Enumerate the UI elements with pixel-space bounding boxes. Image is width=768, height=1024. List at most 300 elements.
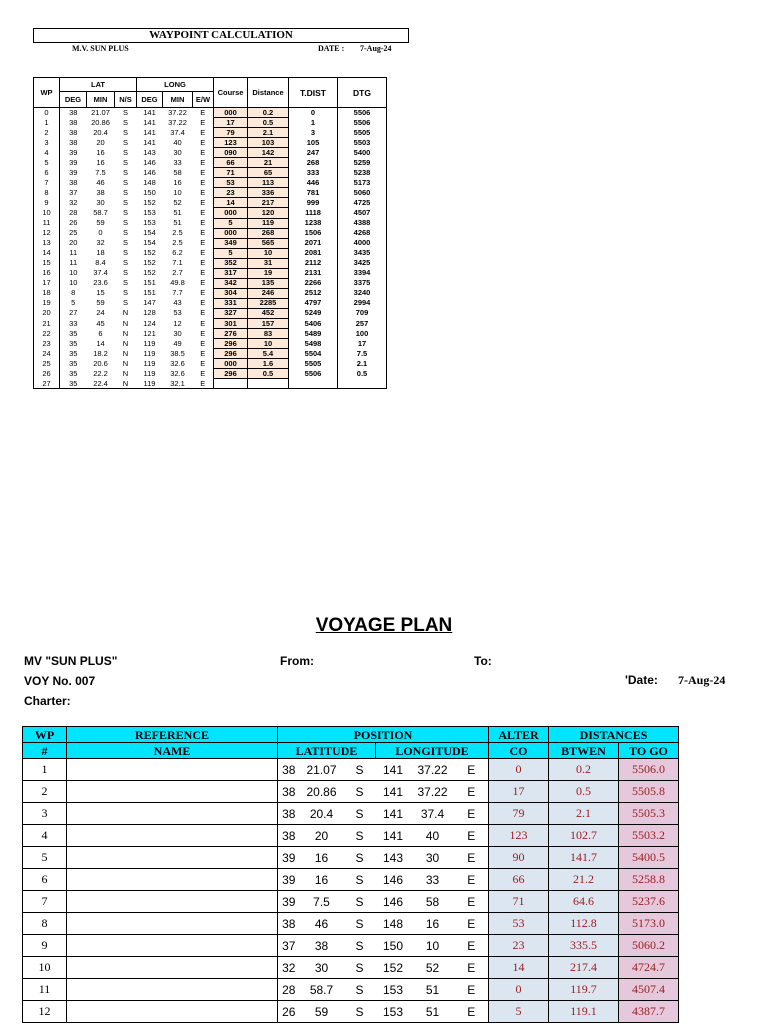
cell-lat-deg: 35: [60, 369, 87, 379]
cell-long-deg: 143: [376, 847, 411, 869]
cell-distance-to-go: 5505.3: [619, 803, 679, 825]
cell-wp: 7: [23, 891, 67, 913]
cell-tdist: [289, 379, 338, 389]
cell-course: 66: [214, 158, 248, 168]
cell-lat-min: 20.86: [300, 781, 344, 803]
cell-distance: 119: [248, 218, 289, 228]
cell-long-deg: 146: [143, 167, 156, 177]
header-hash: #: [23, 743, 67, 759]
voyage-plan-table: [22, 726, 679, 1023]
cell-tdist: 2131: [289, 268, 338, 278]
cell-lat-min: 23.6: [93, 278, 108, 288]
cell-lat-deg: 38: [278, 913, 300, 935]
cell-wp: 1: [34, 118, 60, 128]
cell-lat-min: 20.6: [93, 358, 108, 368]
cell-ew: E: [193, 379, 214, 389]
cell-dtg: 4000: [338, 238, 387, 248]
cell-wp: 6: [23, 869, 67, 891]
cell-lat-min: 32: [96, 238, 105, 248]
table-row: [23, 979, 679, 1001]
cell-wp: 11: [34, 218, 60, 228]
cell-ns: S: [344, 891, 376, 913]
cell-ns: S: [122, 258, 128, 268]
cell-course: 317: [214, 268, 248, 278]
table-row: [34, 369, 387, 379]
date-value: 7-Aug-24: [360, 44, 392, 53]
cell-lat-deg: 8: [60, 288, 87, 298]
cell-lat-min: 38: [300, 935, 344, 957]
cell-ns: S: [344, 935, 376, 957]
cell-long-min: 32.1: [163, 379, 193, 389]
cell-ns: S: [344, 1001, 376, 1023]
cell-dtg: 7.5: [338, 349, 387, 359]
cell-distance: 565: [248, 238, 289, 248]
cell-dtg: 3375: [338, 278, 387, 288]
cell-lat-deg: 35: [60, 349, 87, 359]
cell-dtg: 5505: [338, 128, 387, 138]
cell-dtg: 4725: [338, 198, 387, 208]
cell-distance-between: 21.2: [549, 869, 619, 891]
cell-ns: S: [122, 107, 128, 117]
cell-tdist: 0: [289, 108, 338, 118]
cell-long-deg: 146: [376, 891, 411, 913]
table-row: [34, 288, 387, 298]
table-row: [34, 128, 387, 138]
cell-course: 342: [214, 278, 248, 288]
cell-long-min: 10: [173, 187, 182, 197]
cell-long-min: 37.4: [170, 127, 185, 137]
cell-distance: 336: [248, 188, 289, 198]
table-row: [34, 308, 387, 318]
cell-ew: E: [193, 108, 214, 118]
cell-name: [67, 913, 278, 935]
cell-wp: 14: [34, 248, 60, 258]
cell-distance-to-go: 5503.2: [619, 825, 679, 847]
cell-lat-deg: 39: [60, 148, 87, 158]
cell-distance-between: 102.7: [549, 825, 619, 847]
table-row: [34, 108, 387, 118]
cell-wp: 21: [34, 318, 60, 328]
header-lat: LAT: [60, 78, 137, 92]
cell-long-min: 2.5: [172, 228, 183, 238]
cell-lat-min: 20: [96, 137, 105, 147]
cell-distance-between: 217.4: [549, 957, 619, 979]
cell-tdist: 5406: [289, 318, 338, 328]
table-row: [34, 268, 387, 278]
cell-long-deg: 119: [143, 368, 156, 378]
cell-ew: E: [193, 339, 214, 349]
cell-ns: N: [122, 328, 129, 338]
table-row: [23, 869, 679, 891]
cell-long-min: 30: [173, 147, 182, 157]
cell-dtg: 709: [338, 308, 387, 318]
cell-tdist: 2081: [289, 248, 338, 258]
cell-ns: S: [344, 913, 376, 935]
cell-lat-deg: 10: [60, 268, 87, 278]
header-position: POSITION: [278, 727, 489, 743]
cell-course: [214, 379, 248, 389]
vessel-name: M.V. SUN PLUS: [72, 44, 129, 53]
table-row: [34, 208, 387, 218]
cell-long-min: 37.22: [168, 117, 187, 127]
cell-long-deg: 148: [143, 177, 156, 187]
cell-distance-between: 335.5: [549, 935, 619, 957]
cell-dtg: 5503: [338, 138, 387, 148]
cell-lat-min: 7.5: [300, 891, 344, 913]
cell-long-deg: 141: [376, 759, 411, 781]
cell-ew: E: [455, 1001, 489, 1023]
cell-distance: 120: [248, 208, 289, 218]
cell-long-deg: 141: [143, 117, 156, 127]
waypoint-calc-title: WAYPOINT CALCULATION: [33, 28, 409, 43]
cell-lat-min: 59: [300, 1001, 344, 1023]
cell-tdist: 2266: [289, 278, 338, 288]
table-row: [34, 178, 387, 188]
cell-wp: 10: [23, 957, 67, 979]
cell-dtg: 5060: [338, 188, 387, 198]
header-btwen: BTWEN: [549, 743, 619, 759]
cell-distance: 21: [248, 158, 289, 168]
cell-lat-min: 59: [96, 298, 105, 308]
cell-name: [67, 825, 278, 847]
cell-ew: E: [455, 759, 489, 781]
table-row: [34, 329, 387, 339]
cell-lat-min: 37.4: [93, 268, 108, 278]
cell-tdist: 1238: [289, 218, 338, 228]
cell-tdist: 446: [289, 178, 338, 188]
cell-long-min: 37.22: [168, 107, 187, 117]
cell-long-min: 16: [411, 913, 455, 935]
cell-dtg: 5400: [338, 148, 387, 158]
cell-name: [67, 1001, 278, 1023]
cell-lat-deg: 33: [60, 318, 87, 328]
table-row: [23, 913, 679, 935]
cell-lat-min: 21.07: [91, 107, 110, 117]
cell-dtg: 5173: [338, 178, 387, 188]
cell-long-min: 58: [173, 167, 182, 177]
cell-wp: 9: [23, 935, 67, 957]
cell-distance-between: 141.7: [549, 847, 619, 869]
cell-lat-deg: 25: [60, 228, 87, 238]
plan-date-value: 7-Aug-24: [678, 673, 726, 687]
cell-tdist: 268: [289, 158, 338, 168]
cell-ew: E: [455, 869, 489, 891]
cell-long-min: 16: [173, 177, 182, 187]
cell-long-deg: 153: [376, 1001, 411, 1023]
cell-dtg: 4507: [338, 208, 387, 218]
cell-dtg: 4388: [338, 218, 387, 228]
cell-long-min: 43: [173, 298, 182, 308]
cell-distance-to-go: 5506.0: [619, 759, 679, 781]
cell-wp: 5: [23, 847, 67, 869]
cell-distance-to-go: 5060.2: [619, 935, 679, 957]
cell-course: 14: [214, 198, 248, 208]
cell-lat-deg: 38: [278, 825, 300, 847]
cell-distance-between: 119.1: [549, 1001, 619, 1023]
cell-lat-min: 16: [300, 847, 344, 869]
cell-long-min: 30: [411, 847, 455, 869]
cell-distance: 452: [248, 308, 289, 318]
cell-lat-deg: 11: [60, 258, 87, 268]
cell-lat-min: 20.4: [93, 127, 108, 137]
cell-ns: S: [344, 825, 376, 847]
cell-lat-min: 38: [96, 187, 105, 197]
cell-ns: S: [122, 117, 128, 127]
header-ns: N/S: [115, 92, 137, 108]
cell-wp: 7: [34, 178, 60, 188]
cell-ew: E: [455, 891, 489, 913]
cell-wp: 8: [23, 913, 67, 935]
cell-dtg: 4268: [338, 228, 387, 238]
cell-dtg: [338, 379, 387, 389]
cell-course: 53: [214, 178, 248, 188]
cell-lat-deg: 39: [278, 891, 300, 913]
cell-name: [67, 891, 278, 913]
cell-course: 304: [214, 288, 248, 298]
cell-distance: 268: [248, 228, 289, 238]
cell-ew: E: [193, 268, 214, 278]
table-row: [34, 158, 387, 168]
cell-ew: E: [193, 198, 214, 208]
cell-ew: E: [193, 238, 214, 248]
cell-lat-min: 20.4: [300, 803, 344, 825]
cell-course: 71: [214, 168, 248, 178]
cell-wp: 22: [34, 329, 60, 339]
cell-ew: E: [455, 957, 489, 979]
cell-distance: 0.5: [248, 118, 289, 128]
cell-tdist: 2071: [289, 238, 338, 248]
cell-wp: 25: [34, 359, 60, 369]
cell-tdist: 5505: [289, 359, 338, 369]
cell-ns: S: [122, 207, 128, 217]
table-row: [34, 258, 387, 268]
cell-ew: E: [455, 803, 489, 825]
cell-wp: 12: [34, 228, 60, 238]
cell-lat-deg: 38: [278, 803, 300, 825]
cell-long-min: 37.22: [411, 759, 455, 781]
cell-ns: N: [115, 379, 137, 389]
cell-distance: 10: [248, 339, 289, 349]
cell-course: 17: [489, 781, 549, 803]
cell-lat-min: 30: [300, 957, 344, 979]
date-label: DATE :: [318, 44, 345, 53]
header-long-min: MIN: [163, 92, 193, 108]
cell-distance: 2.1: [248, 128, 289, 138]
cell-dtg: 3394: [338, 268, 387, 278]
table-row: [23, 1001, 679, 1023]
cell-long-deg: 152: [143, 268, 156, 278]
cell-long-deg: 128: [143, 308, 156, 318]
cell-long-deg: 154: [143, 238, 156, 248]
cell-distance-between: 0.2: [549, 759, 619, 781]
cell-lat-min: 30: [96, 197, 105, 207]
cell-lat-min: 22.4: [87, 379, 115, 389]
cell-wp: 3: [23, 803, 67, 825]
cell-ew: E: [193, 188, 214, 198]
cell-lat-deg: 39: [278, 869, 300, 891]
cell-tdist: 5249: [289, 308, 338, 318]
cell-ns: S: [122, 268, 128, 278]
cell-ew: E: [193, 369, 214, 379]
cell-wp: 10: [34, 208, 60, 218]
cell-long-min: 58: [411, 891, 455, 913]
cell-dtg: 2.1: [338, 359, 387, 369]
cell-ew: E: [193, 329, 214, 339]
cell-course: 5: [214, 218, 248, 228]
cell-course: 17: [214, 118, 248, 128]
cell-lat-deg: 37: [60, 188, 87, 198]
cell-ew: E: [193, 359, 214, 369]
header-name: NAME: [67, 743, 278, 759]
cell-distance: 2285: [248, 298, 289, 308]
header-dtg: DTG: [338, 78, 387, 108]
cell-distance: 142: [248, 148, 289, 158]
cell-lat-deg: 35: [60, 359, 87, 369]
cell-long-deg: 141: [376, 803, 411, 825]
table-row: [23, 847, 679, 869]
header-latitude: LATITUDE: [278, 743, 376, 759]
cell-wp: 5: [34, 158, 60, 168]
header-long-deg: DEG: [137, 92, 163, 108]
table-row: [23, 957, 679, 979]
cell-long-min: 52: [173, 197, 182, 207]
cell-distance-between: 64.6: [549, 891, 619, 913]
table-row: [34, 218, 387, 228]
cell-wp: 4: [34, 148, 60, 158]
cell-lat-min: 8.4: [95, 258, 106, 268]
cell-long-deg: 143: [143, 147, 156, 157]
cell-ns: S: [122, 147, 128, 157]
table-row: [34, 168, 387, 178]
table-row: [34, 238, 387, 248]
cell-name: [67, 847, 278, 869]
cell-course: 090: [214, 148, 248, 158]
cell-ns: S: [344, 759, 376, 781]
table-row: [34, 379, 387, 389]
cell-dtg: 3435: [338, 248, 387, 258]
cell-long-min: 33: [411, 869, 455, 891]
cell-lat-min: 15: [96, 288, 105, 298]
cell-course: 331: [214, 298, 248, 308]
cell-ns: N: [122, 338, 129, 348]
cell-tdist: 105: [289, 138, 338, 148]
cell-long-deg: 121: [143, 328, 156, 338]
cell-ns: N: [122, 318, 129, 328]
voyage-number: VOY No. 007: [24, 674, 96, 688]
cell-lat-deg: 32: [60, 198, 87, 208]
cell-dtg: 3425: [338, 258, 387, 268]
cell-ns: S: [344, 979, 376, 1001]
cell-ns: S: [122, 127, 128, 137]
cell-distance: 103: [248, 138, 289, 148]
cell-lat-deg: 38: [278, 781, 300, 803]
cell-ew: E: [193, 248, 214, 258]
cell-long-min: 7.1: [172, 258, 183, 268]
cell-distance-to-go: 5237.6: [619, 891, 679, 913]
header-distance: Distance: [248, 78, 289, 108]
cell-lat-deg: 35: [60, 329, 87, 339]
voyage-plan-title: VOYAGE PLAN: [315, 615, 453, 636]
cell-tdist: 2112: [289, 258, 338, 268]
cell-distance-between: 112.8: [549, 913, 619, 935]
cell-course: 66: [489, 869, 549, 891]
cell-ns: S: [122, 187, 128, 197]
cell-wp: 12: [23, 1001, 67, 1023]
cell-course: 79: [489, 803, 549, 825]
cell-distance: 157: [248, 318, 289, 328]
cell-long-deg: 141: [143, 137, 156, 147]
cell-wp: 2: [23, 781, 67, 803]
cell-long-min: 51: [411, 1001, 455, 1023]
cell-lat-min: 20.86: [91, 117, 110, 127]
table-row: [34, 318, 387, 328]
table-row: [34, 359, 387, 369]
cell-lat-deg: 38: [278, 759, 300, 781]
cell-long-deg: 152: [143, 197, 156, 207]
cell-wp: 17: [34, 278, 60, 288]
cell-lat-min: 58.7: [300, 979, 344, 1001]
cell-course: 90: [489, 847, 549, 869]
cell-distance: 246: [248, 288, 289, 298]
cell-lat-min: 21.07: [300, 759, 344, 781]
cell-long-min: 40: [411, 825, 455, 847]
cell-long-deg: 146: [143, 157, 156, 167]
cell-course: 14: [489, 957, 549, 979]
header-reference: REFERENCE: [67, 727, 278, 743]
cell-tdist: 5504: [289, 349, 338, 359]
table-row: [23, 935, 679, 957]
cell-ew: E: [193, 278, 214, 288]
cell-lat-deg: 35: [60, 339, 87, 349]
cell-wp: 0: [34, 108, 60, 118]
header-longitude: LONGITUDE: [376, 743, 489, 759]
cell-ew: E: [193, 118, 214, 128]
cell-dtg: 0.5: [338, 369, 387, 379]
table-row: [23, 781, 679, 803]
cell-long-min: 32.6: [170, 358, 185, 368]
cell-ew: E: [455, 825, 489, 847]
cell-distance: 19: [248, 268, 289, 278]
cell-course: 000: [214, 228, 248, 238]
cell-distance-to-go: 5173.0: [619, 913, 679, 935]
cell-lat-deg: 38: [60, 178, 87, 188]
cell-lat-deg: 35: [60, 379, 87, 389]
cell-lat-deg: 28: [60, 208, 87, 218]
cell-lat-min: 46: [96, 177, 105, 187]
cell-ns: S: [122, 228, 128, 238]
cell-ew: E: [455, 979, 489, 1001]
cell-course: 349: [214, 238, 248, 248]
cell-wp: 20: [34, 308, 60, 318]
table-row: [34, 349, 387, 359]
cell-ew: E: [193, 148, 214, 158]
cell-tdist: 1506: [289, 228, 338, 238]
cell-ns: S: [344, 847, 376, 869]
cell-long-min: 32.6: [170, 368, 185, 378]
cell-lat-min: 16: [300, 869, 344, 891]
cell-long-deg: 147: [143, 298, 156, 308]
header-lat-min: MIN: [87, 92, 115, 108]
cell-wp: 11: [23, 979, 67, 1001]
cell-course: 123: [489, 825, 549, 847]
cell-course: 352: [214, 258, 248, 268]
cell-lat-deg: 28: [278, 979, 300, 1001]
header-alter: ALTER: [489, 727, 549, 743]
cell-distance-between: 2.1: [549, 803, 619, 825]
cell-wp: 4: [23, 825, 67, 847]
cell-tdist: 4797: [289, 298, 338, 308]
header-wp: WP: [23, 727, 67, 743]
